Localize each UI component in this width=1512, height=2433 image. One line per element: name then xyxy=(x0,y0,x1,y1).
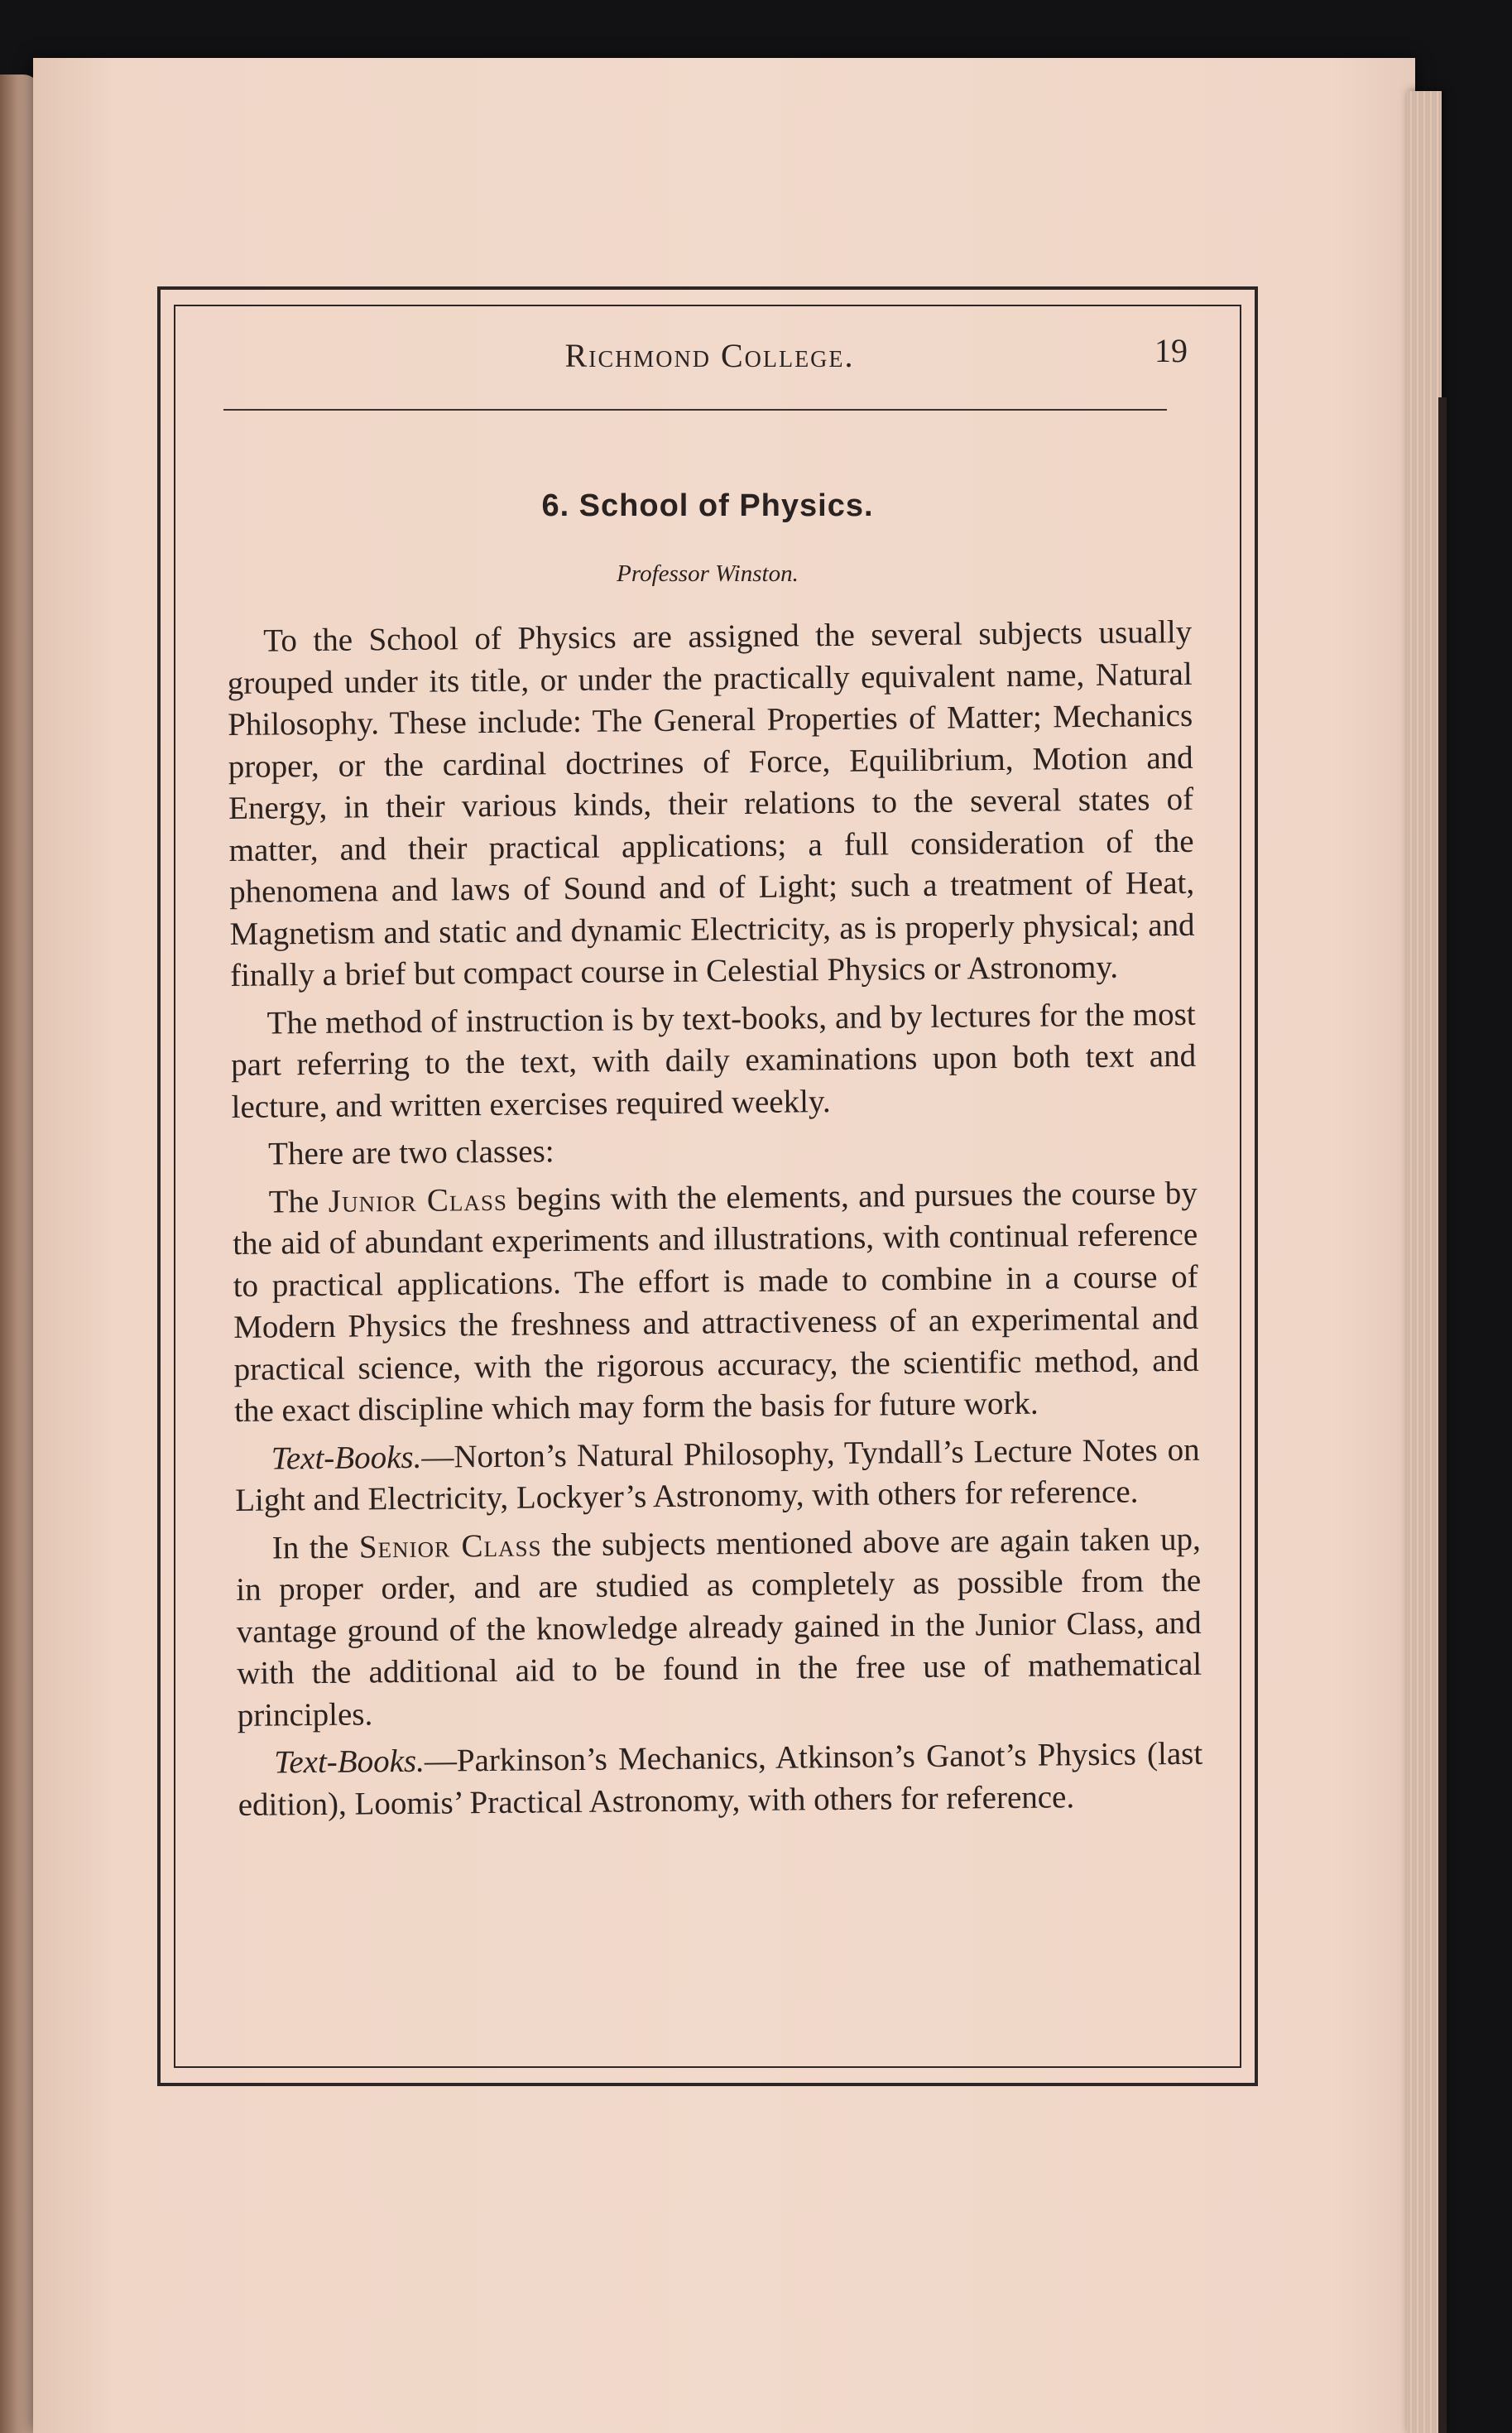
body-text xyxy=(227,612,1203,1832)
page-stack-shadow xyxy=(1438,397,1447,2433)
running-head xyxy=(223,331,1196,381)
paragraph-junior-textbooks xyxy=(234,1429,1200,1522)
junior-class-name: Junior Class xyxy=(328,1181,508,1219)
running-head-title: Richmond College. xyxy=(564,337,855,374)
senior-class-name: Senior Class xyxy=(358,1527,542,1565)
paragraph-senior-class xyxy=(236,1518,1202,1737)
senior-description: the subjects mentioned above are again taken up, in proper order, and are studied as completely as possible from the vantage ground of the knowledge already gained in the Junior Class, and with the additional aid to be found in the free use of mathematical principles. xyxy=(236,1521,1202,1733)
section-title: 6. School of Physics. xyxy=(541,488,874,523)
paragraph-method: The method of instruction is by text-books, and by lectures for the most part referring to the text, with daily examinations upon both text and lecture, and written exercises required weekly. xyxy=(230,996,1197,1125)
professor-name: Professor Winston. xyxy=(617,560,799,587)
header-rule xyxy=(223,409,1167,411)
page-number: 19 xyxy=(1154,332,1188,369)
paragraph-senior-textbooks xyxy=(238,1733,1203,1826)
paragraph-classes: There are two classes: xyxy=(267,1133,554,1172)
junior-textbooks-label: Text-Books. xyxy=(271,1439,422,1477)
junior-lead: The xyxy=(268,1183,319,1220)
senior-textbooks-list: —Parkinson’s Mechanics, Atkinson’s Ganot’s Physics (last edition), Loomis’ Practical Astronomy, with others for reference. xyxy=(238,1735,1203,1823)
page-stack-edge xyxy=(1407,91,1442,2433)
junior-textbooks-list: —Norton’s Natural Philosophy, Tyndall’s Lecture Notes on Light and Electricity, Lockyer’s Astronomy, with others for reference. xyxy=(234,1431,1200,1518)
junior-description: begins with the elements, and pursues the course by the aid of abundant experiments and illustrations, with continual reference to practical applications. The effort is made to combine in a course of Modern Physics the freshness and attractiveness of an experimental and practical science, with the rigorous accuracy, the scientific method, and the exact discipline which may form the basis for future work. xyxy=(233,1175,1199,1429)
senior-lead: In the xyxy=(271,1529,349,1566)
senior-textbooks-label: Text-Books. xyxy=(274,1743,425,1781)
paragraph-intro: To the School of Physics are assigned the several subjects usually grouped under its title, or under the practically equivalent name, Natural Philosophy. These include: The General Properties of Matter; Mechanics proper, or the cardinal doctrines of Force, Equilibrium, Motion and Energy, in their various kinds, their relations to the several states of matter, and their practical applications; a full consideration of the phenomena and laws of Sound and of Light; such a treatment of Heat, Magnetism and static and dynamic Electricity, as is properly physical; and finally a brief but compact course in Celestial Physics or Astronomy. xyxy=(227,613,1195,993)
paragraph-junior-class xyxy=(233,1172,1200,1432)
